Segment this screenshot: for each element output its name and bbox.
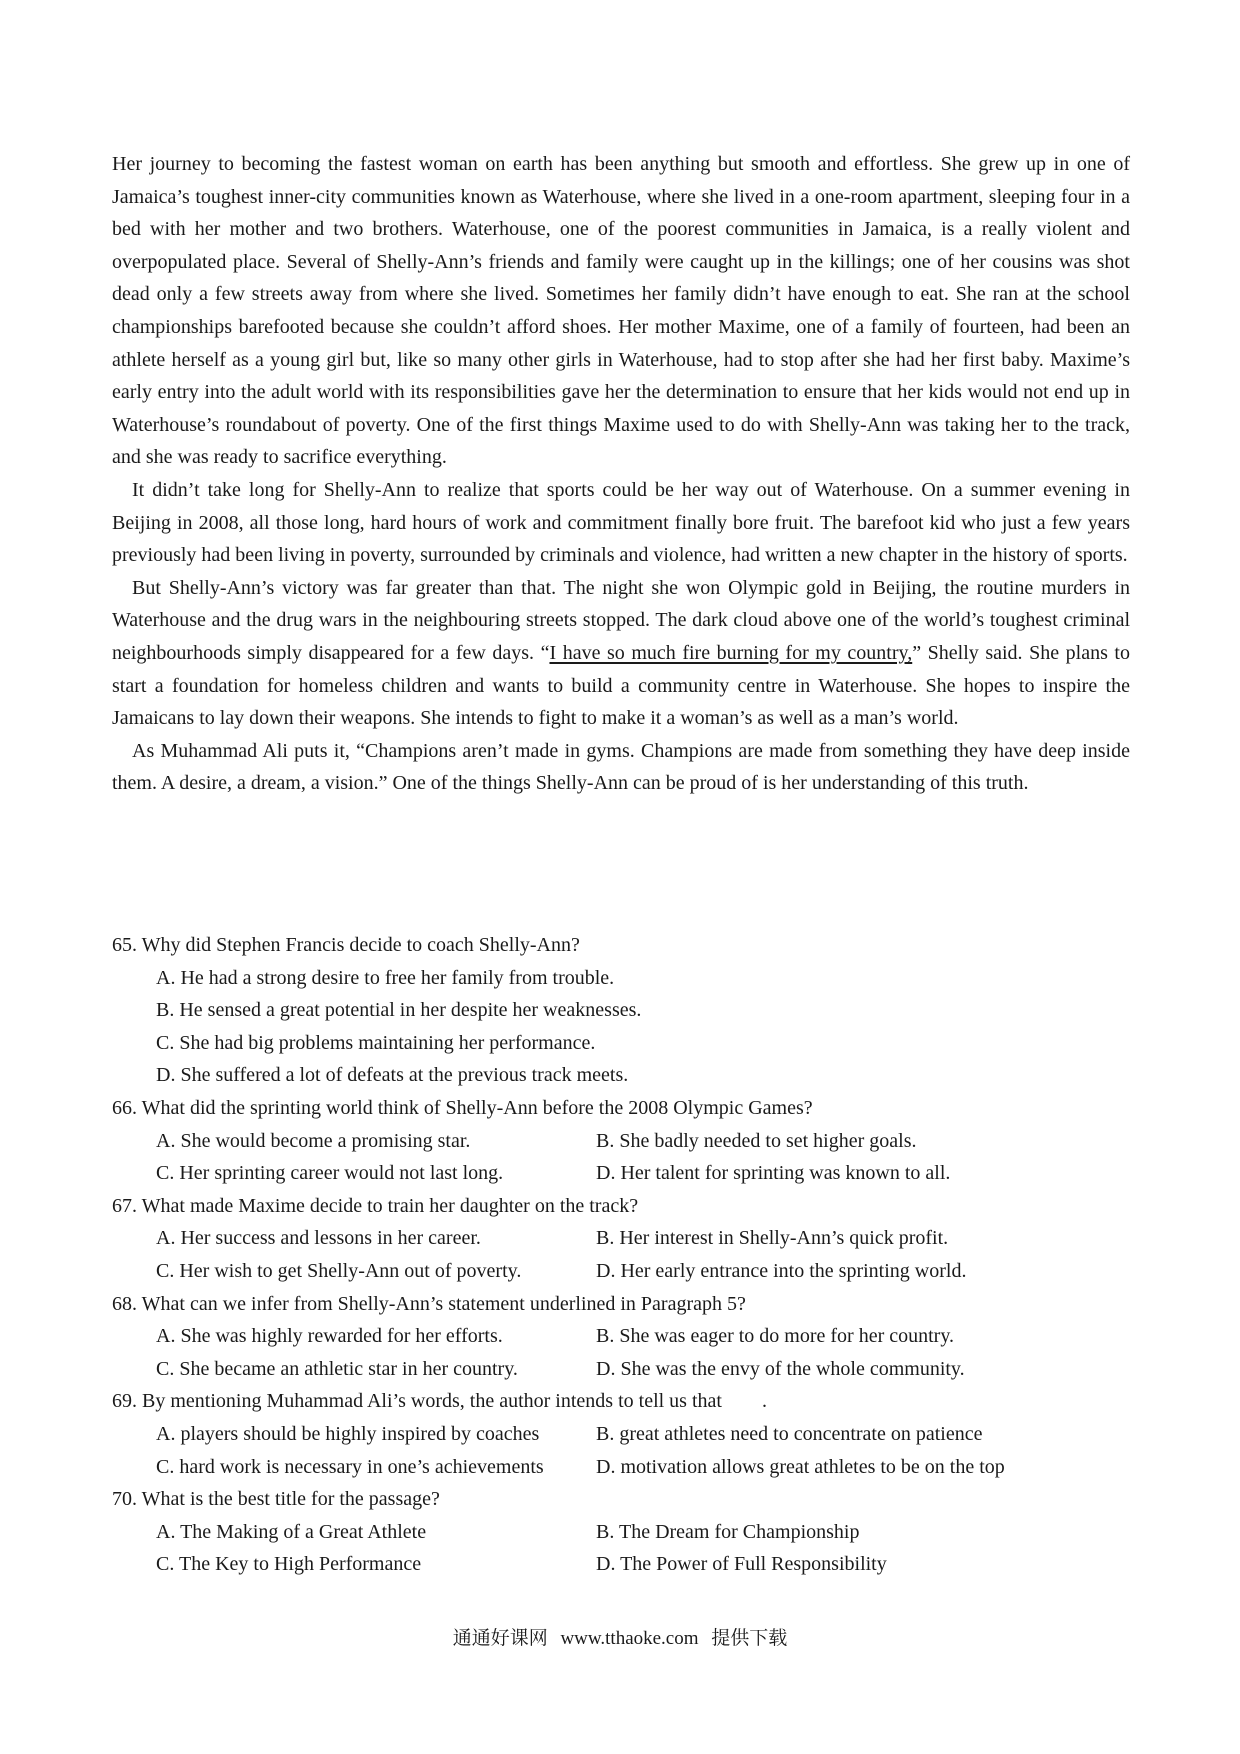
option-c: C. Her sprinting career would not last long. (156, 1162, 504, 1185)
option-row (112, 1222, 1130, 1255)
question-65 (112, 929, 1130, 1092)
question-stem-end: . (761, 1390, 767, 1413)
option-d: D. Her talent for sprinting was known to all. (596, 1162, 951, 1185)
question-70 (112, 1483, 1130, 1581)
question-stem: 70. What is the best title for the passage? (112, 1488, 440, 1511)
paragraph-3-text-after: ” Shelly said. She plans to start a foundation for homeless children and wants to build a community centre in Waterhouse. She hopes to inspire the Jamaicans to lay down their weapons. She intends to fight to make it a woman’s as well as a man’s world. (112, 641, 1130, 730)
question-stem-text: 69. By mentioning Muhammad Ali’s words, the author intends to tell us that (112, 1390, 722, 1413)
passage-paragraph-2: It didn’t take long for Shelly-Ann to realize that sports could be her way out of Waterhouse. On a summer evening in Beijing in 2008, all those long, hard hours of work and commitment finally bore fruit. The barefoot kid who just a few years previously had been living in poverty, surrounded by criminals and violence, had written a new chapter in the history of sports. (112, 478, 1130, 567)
option-a: A. She was highly rewarded for her efforts. (156, 1325, 503, 1348)
option-row (112, 1157, 1130, 1190)
option-row (112, 1125, 1130, 1158)
passage-paragraph-1: Her journey to becoming the fastest woman on earth has been anything but smooth and effortless. She grew up in one of Jamaica’s toughest inner-city communities known as Waterhouse, where she lived in a one-room apartment, sleeping four in a bed with her mother and two brothers. Waterhouse, one of the poorest communities in Jamaica, is a really violent and overpopulated place. Several of Shelly-Ann’s friends and family were caught up in the killings; one of her cousins was shot dead only a few streets away from where she lived. Sometimes her family didn’t have enough to eat. She ran at the school championships barefooted because she couldn’t afford shoes. Her mother Maxime, one of a family of fourteen, had been an athlete herself as a young girl but, like so many other girls in Waterhouse, had to stop after she had her first baby. Maxime’s early entry into the adult world with its responsibilities gave her the determination to ensure that her kids would not end up in Waterhouse’s roundabout of poverty. One of the first things Maxime used to do with Shelly-Ann was taking her to the track, and she was ready to sacrifice everything. (112, 153, 1130, 469)
question-66 (112, 1092, 1130, 1190)
option-b: B. great athletes need to concentrate on patience (596, 1422, 983, 1445)
option-row (112, 1320, 1130, 1353)
option-b: B. The Dream for Championship (596, 1520, 860, 1543)
question-stem (112, 1385, 1130, 1418)
option-a: A. Her success and lessons in her career. (156, 1227, 481, 1250)
page-footer (0, 1623, 1240, 1650)
underlined-quote: I have so much fire burning for my country, (549, 641, 913, 664)
option-row (112, 1548, 1130, 1581)
option-d: D. Her early entrance into the sprinting world. (596, 1259, 967, 1282)
option-b: B. She badly needed to set higher goals. (596, 1129, 917, 1152)
option-d: D. She was the envy of the whole community. (596, 1357, 965, 1380)
option-b: B. She was eager to do more for her country. (596, 1325, 955, 1348)
option-a: A. The Making of a Great Athlete (156, 1520, 427, 1543)
option-c: C. She had big problems maintaining her performance. (156, 1031, 596, 1054)
option-d: D. She suffered a lot of defeats at the previous track meets. (156, 1064, 629, 1087)
option-b: B. He sensed a great potential in her despite her weaknesses. (156, 999, 642, 1022)
option-a: A. She would become a promising star. (156, 1129, 471, 1152)
option-row (112, 1418, 1130, 1451)
option-c: C. hard work is necessary in one’s achievements (156, 1455, 544, 1478)
question-69 (112, 1385, 1130, 1483)
option-c: C. Her wish to get Shelly-Ann out of poverty. (156, 1259, 522, 1282)
option-row (112, 1451, 1130, 1484)
option-b: B. Her interest in Shelly-Ann’s quick profit. (596, 1227, 949, 1250)
question-68 (112, 1288, 1130, 1386)
question-stem: 67. What made Maxime decide to train her daughter on the track? (112, 1194, 639, 1217)
option-row (112, 1255, 1130, 1288)
question-stem: 66. What did the sprinting world think of Shelly-Ann before the 2008 Olympic Games? (112, 1096, 813, 1119)
question-67 (112, 1190, 1130, 1288)
option-c: C. The Key to High Performance (156, 1553, 422, 1576)
paragraph-3-text-before: But Shelly-Ann’s victory was far greater than that. The night she won Olympic gold in Beijing, the routine murders in Waterhouse and the drug wars in the neighbouring streets stopped. The dark cloud above one of the world’s toughest criminal neighbourhoods simply disappeared for a few days. “ (112, 576, 1130, 664)
option-a: A. players should be highly inspired by coaches (156, 1422, 540, 1445)
option-row (112, 1516, 1130, 1549)
footer-suffix: 提供下载 (711, 1628, 788, 1649)
passage-paragraph-3 (112, 572, 1130, 735)
question-stem: 68. What can we infer from Shelly-Ann’s statement underlined in Paragraph 5? (112, 1292, 746, 1315)
option-d: D. motivation allows great athletes to be on the top (596, 1455, 1005, 1478)
footer-site-name: 通通好课网 (452, 1628, 548, 1649)
option-c: C. She became an athletic star in her country. (156, 1357, 518, 1380)
reading-passage (112, 148, 1130, 800)
option-a: A. He had a strong desire to free her family from trouble. (156, 966, 615, 989)
question-stem: 65. Why did Stephen Francis decide to coach Shelly-Ann? (112, 934, 580, 956)
passage-paragraph-4: As Muhammad Ali puts it, “Champions aren’t made in gyms. Champions are made from something they have deep inside them. A desire, a dream, a vision.” One of the things Shelly-Ann can be proud of is her understanding of this truth. (112, 739, 1130, 795)
option-row (112, 1353, 1130, 1386)
question-list (112, 929, 1130, 1581)
option-d: D. The Power of Full Responsibility (596, 1553, 887, 1576)
footer-url: www.tthaoke.com (560, 1628, 699, 1649)
